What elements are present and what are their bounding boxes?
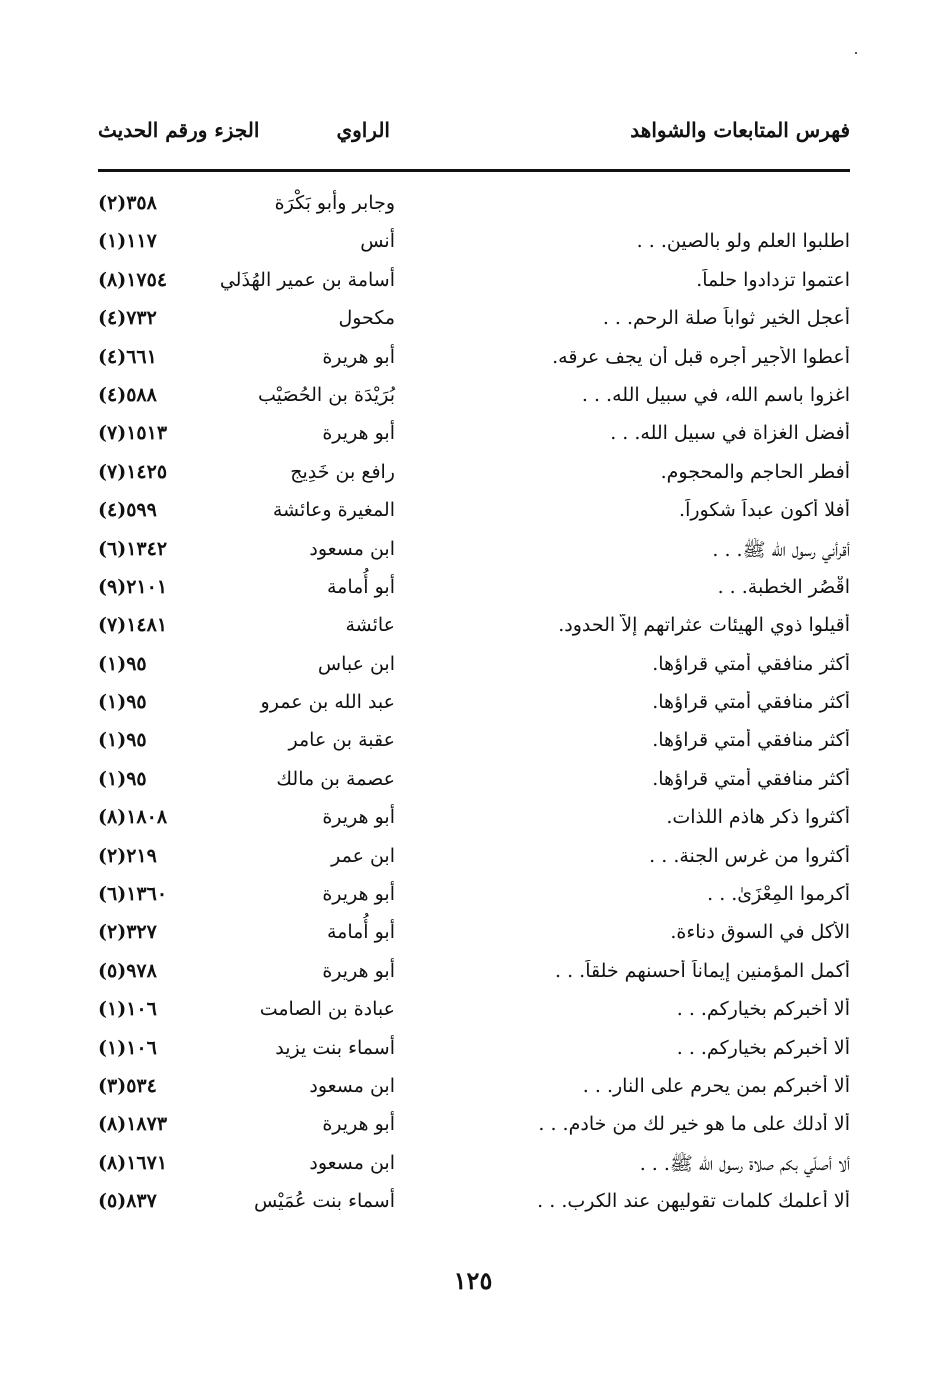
header-reference-column: الجزء ورقم الحديث — [98, 118, 260, 142]
narrator-name: أسماء بنت عُمَيْس — [254, 1190, 395, 1213]
table-row — [98, 994, 850, 1032]
narrator-name: أسامة بن عمير الهُذَلي — [219, 268, 395, 291]
table-row — [98, 572, 850, 610]
narrator-name: أسماء بنت يزيد — [275, 1036, 395, 1059]
volume-hadith-number: ٣٢٧(٢) — [98, 921, 157, 944]
table-row — [98, 917, 850, 955]
narrator-name: أبو هريرة — [322, 806, 395, 829]
volume-hadith-number: ١١٧(١) — [98, 230, 157, 253]
narrator-name: أبو هريرة — [322, 345, 395, 368]
table-row — [98, 342, 850, 380]
hadith-text: ألا أخبركم بخياركم. . . — [676, 1036, 850, 1059]
hadith-text: أكرموا المِعْزَىٰ. . . — [707, 883, 850, 906]
hadith-text: ألا أخبركم بمن يحرم على النار. . . — [582, 1074, 850, 1097]
narrator-name: ابن عمر — [331, 844, 395, 867]
volume-hadith-number: ٢١٩(٢) — [98, 844, 157, 867]
table-row — [98, 303, 850, 341]
header-rule — [98, 169, 850, 172]
table-row — [98, 226, 850, 264]
volume-hadith-number: ٧٣٢(٤) — [98, 307, 157, 330]
table-row — [98, 725, 850, 763]
hadith-text: أكثر منافقي أمتي قراؤها. — [652, 652, 850, 675]
hadith-text: أعجل الخير ثواباً صلة الرحم. . . — [602, 307, 850, 330]
volume-hadith-number: ٣٥٨(٢) — [98, 192, 157, 214]
index-table — [98, 188, 850, 1225]
volume-hadith-number: ٥٩٩(٤) — [98, 499, 157, 522]
hadith-text: ألا أعلمك كلمات تقوليهن عند الكرب. . . — [537, 1190, 850, 1213]
volume-hadith-number: ٦٦١(٤) — [98, 345, 157, 368]
table-row — [98, 418, 850, 456]
table-row — [98, 265, 850, 303]
volume-hadith-number: ١٦٧١(٨) — [98, 1151, 168, 1174]
table-row — [98, 841, 850, 879]
hadith-text: أقيلوا ذوي الهيئات عثراتهم إلاّ الحدود. — [558, 614, 850, 637]
narrator-name: أبو هريرة — [322, 422, 395, 445]
volume-hadith-number: ١٣٤٢(٦) — [98, 537, 168, 560]
volume-hadith-number: ٥٨٨(٤) — [98, 383, 157, 406]
table-row — [98, 879, 850, 917]
narrator-name: ابن مسعود — [309, 1151, 395, 1174]
volume-hadith-number: ٥٣٤(٣) — [98, 1074, 157, 1097]
narrator-name: ابن مسعود — [309, 1074, 395, 1097]
header-title: فهرس المتابعات والشواهد — [630, 118, 850, 142]
table-row — [98, 1148, 850, 1186]
hadith-text: ألا أخبركم بخياركم. . . — [676, 998, 850, 1021]
table-row — [98, 380, 850, 418]
narrator-name: عبادة بن الصامت — [259, 998, 395, 1021]
volume-hadith-number: ١٥١٣(٧) — [98, 422, 168, 445]
hadith-text: اغزوا باسم الله، في سبيل الله. . . — [581, 383, 850, 406]
hadith-text: أفضل الغزاة في سبيل الله. . . — [610, 422, 850, 445]
volume-hadith-number: ١٠٦(١) — [98, 1036, 157, 1059]
table-row — [98, 1109, 850, 1147]
volume-hadith-number: ١٤٢٥(٧) — [98, 460, 168, 483]
narrator-name: المغيرة وعائشة — [272, 499, 395, 522]
margin-mark — [855, 52, 857, 54]
hadith-text: ألا أدلك على ما هو خير لك من خادم. . . — [538, 1113, 850, 1136]
hadith-text: أكثر منافقي أمتي قراؤها. — [652, 729, 850, 752]
table-row — [98, 495, 850, 533]
volume-hadith-number: ٩٥(١) — [98, 691, 147, 714]
table-row — [98, 610, 850, 648]
header-narrator-column: الراوي — [336, 118, 390, 142]
table-row — [98, 649, 850, 687]
narrator-name: أبو أُمامة — [326, 921, 395, 944]
narrator-name: رافع بن خَدِيج — [290, 460, 395, 483]
hadith-text: اقْصُرِ الخطبة. . . — [717, 575, 850, 598]
table-row — [98, 1186, 850, 1224]
volume-hadith-number: ١٠٦(١) — [98, 998, 157, 1021]
volume-hadith-number: ٨٣٧(٥) — [98, 1190, 157, 1213]
narrator-name: أنس — [360, 230, 395, 253]
volume-hadith-number: ١٨٧٣(٨) — [98, 1113, 168, 1136]
narrator-name: مكحول — [338, 307, 395, 330]
hadith-text: اطلبوا العلم ولو بالصين. . . — [636, 230, 850, 253]
narrator-name: ابن عباس — [317, 652, 395, 675]
hadith-text: أكمل المؤمنين إيماناً أحسنهم خلقاً. . . — [555, 959, 850, 982]
volume-hadith-number: ١٨٠٨(٨) — [98, 806, 168, 829]
narrator-name: عقبة بن عامر — [288, 729, 395, 752]
narrator-name: ابن مسعود — [309, 537, 395, 560]
volume-hadith-number: ١٣٦٠(٦) — [98, 883, 168, 906]
hadith-text: أفطر الحاجم والمحجوم. — [660, 460, 850, 483]
table-row — [98, 764, 850, 802]
hadith-text: أكثر منافقي أمتي قراؤها. — [652, 691, 850, 714]
hadith-text: أعطوا الأجير أجره قبل أن يجف عرقه. — [552, 345, 850, 368]
hadith-text: اعتموا تزدادوا حلماً. — [696, 268, 850, 291]
volume-hadith-number: ٩٥(١) — [98, 767, 147, 790]
narrator-name: أبو هريرة — [322, 883, 395, 906]
volume-hadith-number: ٩٧٨(٥) — [98, 959, 157, 982]
page-header — [98, 118, 850, 162]
narrator-name: بُرَيْدَة بن الحُصَيْب — [257, 383, 395, 406]
table-row — [98, 188, 850, 226]
hadith-text: أقرأني رسول الله ﷺ. . . — [712, 538, 850, 561]
table-row — [98, 534, 850, 572]
volume-hadith-number: ٩٥(١) — [98, 652, 147, 675]
narrator-name: عائشة — [345, 614, 395, 637]
hadith-text: أكثر منافقي أمتي قراؤها. — [652, 767, 850, 790]
page-number: ١٢٥ — [453, 1266, 493, 1295]
table-row — [98, 457, 850, 495]
narrator-name: عبد الله بن عمرو — [260, 691, 395, 714]
narrator-name: عصمة بن مالك — [276, 767, 395, 790]
volume-hadith-number: ١٧٥٤(٨) — [98, 268, 168, 291]
narrator-name: أبو أُمامة — [326, 575, 395, 598]
narrator-name: أبو هريرة — [322, 1113, 395, 1136]
volume-hadith-number: ٩٥(١) — [98, 729, 147, 752]
narrator-name: وجابر وأبو بَكْرَة — [274, 192, 395, 214]
table-row — [98, 802, 850, 840]
hadith-text: أكثروا من غرس الجنة. . . — [649, 844, 850, 867]
table-row — [98, 1033, 850, 1071]
table-row — [98, 687, 850, 725]
volume-hadith-number: ١٤٨١(٧) — [98, 614, 168, 637]
table-row — [98, 956, 850, 994]
hadith-text: أفلا أكون عبداً شكوراً. — [679, 499, 850, 522]
hadith-text: ألا أصلّي بكم صلاة رسول الله ﷺ. . . — [639, 1152, 850, 1175]
narrator-name: أبو هريرة — [322, 959, 395, 982]
volume-hadith-number: ٢١٠١(٩) — [98, 575, 168, 598]
hadith-text: الأكل في السوق دناءة. — [670, 921, 850, 944]
table-row — [98, 1071, 850, 1109]
hadith-text: أكثروا ذكر هاذم اللذات. — [666, 806, 850, 829]
